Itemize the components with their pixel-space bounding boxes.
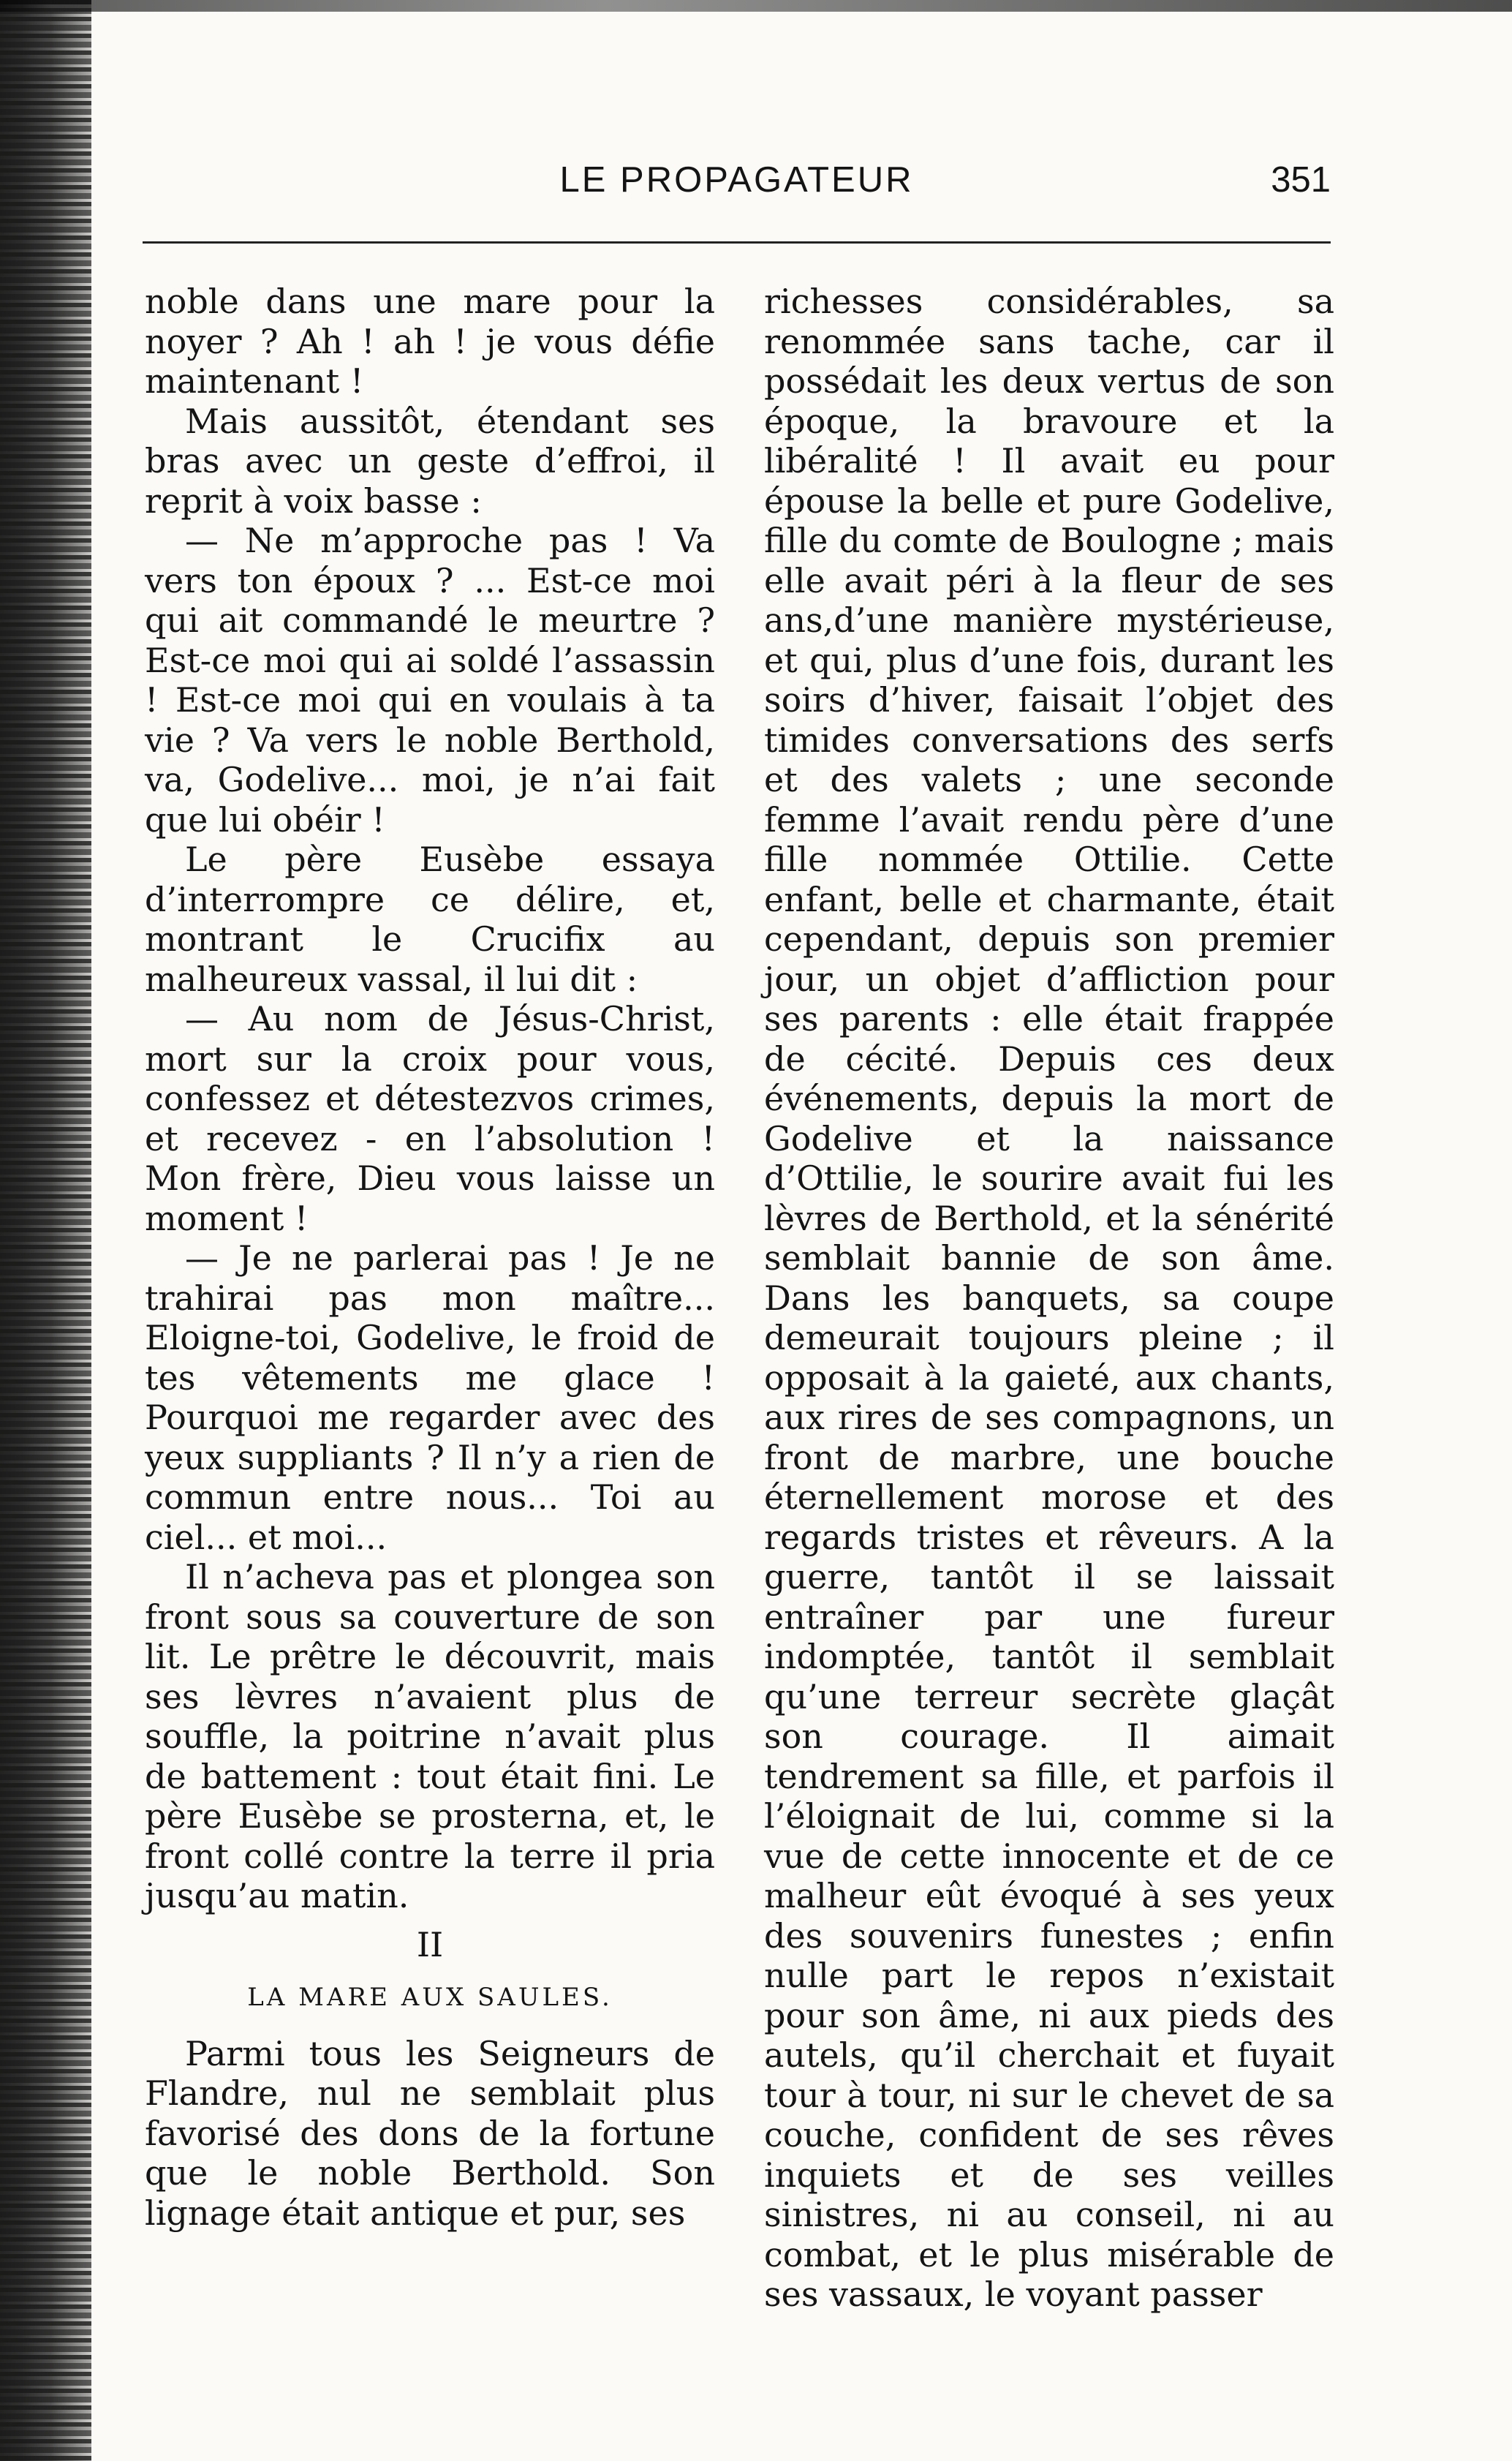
paragraph: Il n’acheva pas et plongea son front sous sa couverture de son lit. Le prêtre le découvrit, mais ses lèvres n’avaient plus de souffle, la poitrine n’avait plus de battement : tout était fini. Le père Eusèbe se prosterna, et, le front collé contre la terre il pria jusqu’au matin.: [145, 1557, 715, 1915]
paragraph: — Ne m’approche pas ! Va vers ton époux ? ... Est-ce moi qui ait commandé le meurtre ? Est-ce moi qui ai soldé l’assassin ! Est-ce moi qui en voulais à ta vie ? Va vers le noble Berthold, va, Godelive... moi, je n’ai fait que lui obéir !: [145, 521, 715, 840]
header-rule: [143, 241, 1331, 244]
paragraph: Le père Eusèbe essaya d’interrompre ce délire, et, montrant le Crucifix au malheureux vassal, il lui dit :: [145, 840, 715, 999]
book-binding-edge: [0, 0, 91, 2461]
left-column: [145, 282, 715, 2233]
paragraph: richesses considérables, sa renommée sans tache, car il possédait les deux vertus de son époque, la bravoure et la libéralité ! Il avait eu pour épouse la belle et pure Godelive, fille du comte de Boulogne ; mais elle avait péri à la fleur de ses ans,d’une manière mystérieuse, et qui, plus d’une fois, durant les soirs d’hiver, faisait l’objet des timides conversations des serfs et des valets ; une seconde femme l’avait rendu père d’une fille nommée Ottilie. Cette enfant, belle et charmante, était cependant, depuis son premier jour, un objet d’affliction pour ses parents : elle était frappée de cécité. Depuis ces deux événements, depuis la mort de Godelive et la naissance d’Ottilie, le sourire avait fui les lèvres de Berthold, et la sénérité semblait bannie de son âme. Dans les banquets, sa coupe demeurait toujours pleine ; il opposait à la gaieté, aux chants, aux rires de ses compagnons, un front de marbre, une bouche éternellement morose et des regards tristes et rêveurs. A la guerre, tantôt il se laissait entraîner par une fureur indomptée, tantôt il semblait qu’une terreur secrète glaçât son courage. Il aimait tendrement sa fille, et parfois il l’éloignait de lui, comme si la vue de cette innocente et de ce malheur eût évoqué à ses yeux des souvenirs funestes ; enfin nulle part le repos n’existait pour son âme, ni aux pieds des autels, qu’il cherchait et fuyait tour à tour, ni sur le chevet de sa couche, confident de ses rêves inquiets et de ses veilles sinistres, ni au conseil, ni au combat, et le plus misérable de ses vassaux, le voyant passer: [764, 282, 1334, 2314]
running-header: [143, 159, 1331, 211]
paragraph: Parmi tous les Seigneurs de Flandre, nul ne semblait plus favorisé des dons de la fortune que le noble Berthold. Son lignage était antique et pur, ses: [145, 2033, 715, 2233]
section-title: LA MARE AUX SAULES.: [247, 1983, 613, 2012]
paragraph: noble dans une mare pour la noyer ? Ah ! ah ! je vous défie maintenant !: [145, 282, 715, 401]
section-number: II: [416, 1924, 444, 1964]
running-title: LE PROPAGATEUR: [559, 160, 914, 200]
paragraph: — Je ne parlerai pas ! Je ne trahirai pas mon maître... Eloigne-toi, Godelive, le froid de tes vêtements me glace ! Pourquoi me regarder avec des yeux suppliants ? Il n’y a rien de commun entre nous... Toi au ciel... et moi...: [145, 1238, 715, 1557]
paragraph: — Au nom de Jésus-Christ, mort sur la croix pour vous, confessez et détestezvos crimes, et recevez - en l’absolution ! Mon frère, Dieu vous laisse un moment !: [145, 999, 715, 1238]
paragraph: Mais aussitôt, étendant ses bras avec un geste d’effroi, il reprit à voix basse :: [145, 401, 715, 521]
page-top-edge: [0, 0, 1512, 12]
page-number: 351: [1271, 160, 1331, 200]
right-column: [764, 282, 1334, 2315]
